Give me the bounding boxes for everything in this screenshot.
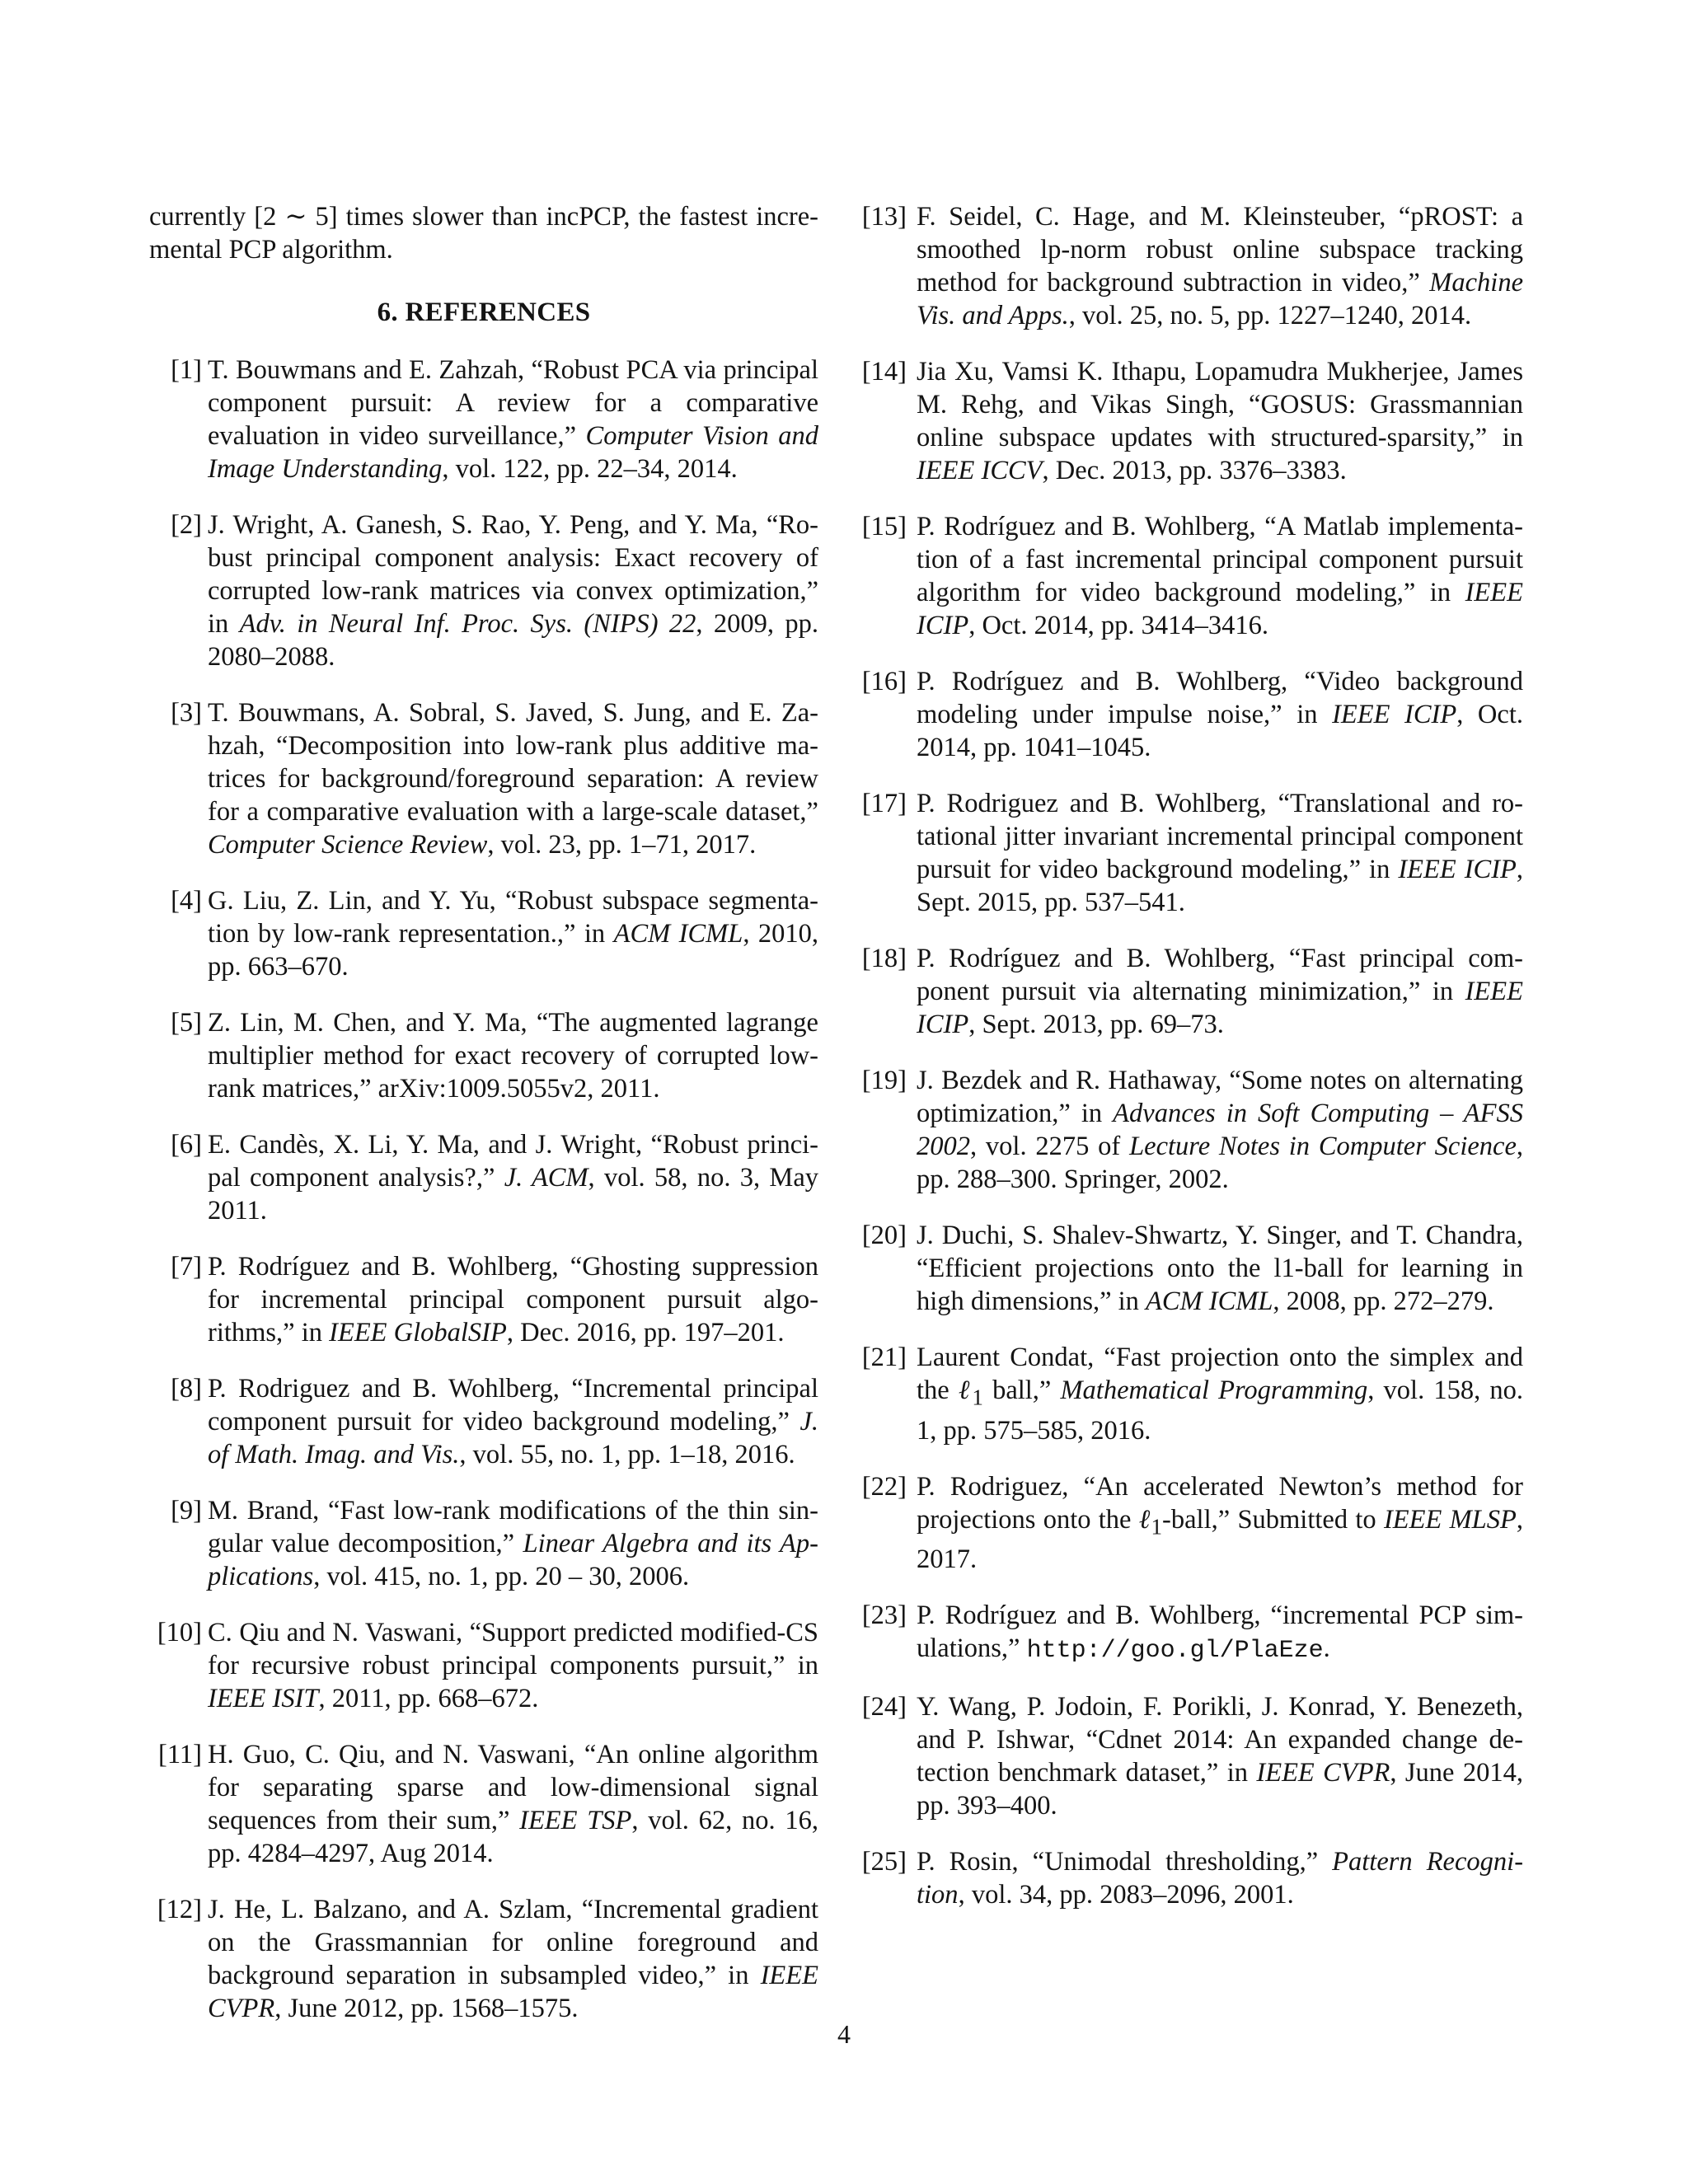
reference-item <box>857 1064 1523 1196</box>
reference-item <box>149 1616 818 1715</box>
reference-item <box>857 942 1523 1041</box>
reference-number: [18] <box>861 944 907 973</box>
reference-number: [11] <box>158 1740 202 1769</box>
reference-item <box>149 354 818 485</box>
reference-item <box>149 1372 818 1471</box>
right-column <box>857 200 1523 1934</box>
reference-item <box>149 509 818 673</box>
section-heading: 6. REFERENCES <box>377 298 591 327</box>
reference-text: P. Rodríguez and B. Wohlberg, “Video background modeling under impulse noise,” in IEEE ICIP, Oct. 2014, pp. 1041–1045. <box>917 667 1523 762</box>
reference-text: P. Rodríguez and B. Wohlberg, “A Matlab implementation of a fast incremental principal component pursuit algorithm for video background modeling,” in IEEE ICIP, Oct. 2014, pp. 3414–3416. <box>917 512 1523 640</box>
reference-item <box>149 1738 818 1870</box>
reference-number: [17] <box>861 789 907 818</box>
reference-item <box>857 1599 1523 1667</box>
reference-item <box>149 884 818 983</box>
reference-number: [25] <box>861 1847 907 1877</box>
reference-item <box>857 1690 1523 1822</box>
reference-item <box>149 1128 818 1227</box>
reference-text: T. Bouwmans and E. Zahzah, “Robust PCA via principal component pursuit: A review for a comparative evaluation in video surveillance,” Computer Vision and Image Understanding, vol. 122, pp. 22–34, 2014. <box>208 355 818 484</box>
reference-number: [10] <box>157 1618 202 1647</box>
reference-text: T. Bouwmans, A. Sobral, S. Javed, S. Jung, and E. Zahzah, “Decomposition into low-rank plus additive matrices for background/foreground separation: A review for a comparative evaluation with a large-scale dataset,” Computer Science Review, vol. 23, pp. 1–71, 2017. <box>208 698 818 860</box>
reference-item <box>857 1341 1523 1447</box>
reference-item <box>857 510 1523 642</box>
reference-text: P. Rosin, “Unimodal thresholding,” Pattern Recognition, vol. 34, pp. 2083–2096, 2001. <box>917 1847 1524 1910</box>
reference-item <box>149 696 818 861</box>
reference-text: Y. Wang, P. Jodoin, F. Porikli, J. Konrad, Y. Benezeth, and P. Ishwar, “Cdnet 2014: An expanded change detection benchmark dataset,” in IEEE CVPR, June 2014, pp. 393–400. <box>917 1692 1523 1821</box>
reference-item <box>857 200 1523 332</box>
reference-number: [16] <box>861 667 907 696</box>
reference-number: [13] <box>861 202 907 232</box>
reference-number: [4] <box>171 886 202 916</box>
reference-text: E. Candès, X. Li, Y. Ma, and J. Wright, “Robust principal component analysis?,” J. ACM, vol. 58, no. 3, May 2011. <box>208 1130 818 1226</box>
reference-item <box>149 1893 818 2025</box>
reference-text: J. Bezdek and R. Hathaway, “Some notes on alternating optimization,” in Advances in Soft Computing – AFSS 2002, vol. 2275 of Lecture Notes in Computer Science, pp. 288–300. Springer, 2002. <box>917 1066 1523 1194</box>
reference-item <box>857 1219 1523 1318</box>
reference-number: [12] <box>157 1895 202 1924</box>
reference-item <box>857 787 1523 919</box>
reference-number: [8] <box>171 1374 202 1404</box>
reference-item <box>857 1470 1523 1577</box>
reference-number: [23] <box>861 1601 907 1630</box>
reference-text: M. Brand, “Fast low-rank modifications of the thin singular value decomposition,” Linear Algebra and its Applications, vol. 415, no. 1, pp. 20 – 30, 2006. <box>208 1496 818 1591</box>
reference-text: P. Rodríguez and B. Wohlberg, “Ghosting suppression for incremental principal component pursuit algorithms,” in IEEE GlobalSIP, Dec. 2016, pp. 197–201. <box>208 1252 818 1347</box>
reference-list-left <box>149 354 818 2025</box>
reference-text: P. Rodriguez and B. Wohlberg, “Incremental principal component pursuit for video background modeling,” J. of Math. Imag. and Vis., vol. 55, no. 1, pp. 1–18, 2016. <box>208 1374 818 1469</box>
reference-number: [15] <box>861 512 907 541</box>
reference-item <box>857 355 1523 487</box>
intro-paragraph: currently [2 ∼ 5] times slower than incPCP, the fastest incremental PCP algorithm. <box>149 202 818 265</box>
page-number: 4 <box>837 2019 851 2049</box>
reference-number: [22] <box>861 1471 907 1502</box>
reference-text: C. Qiu and N. Vaswani, “Support predicted modified-CS for recursive robust principal components pursuit,” in IEEE ISIT, 2011, pp. 668–672. <box>208 1618 818 1713</box>
reference-text: G. Liu, Z. Lin, and Y. Yu, “Robust subspace segmentation by low-rank representation.,” in ACM ICML, 2010, pp. 663–670. <box>208 886 819 982</box>
reference-number: [21] <box>861 1343 907 1372</box>
reference-item <box>149 1494 818 1593</box>
reference-number: [6] <box>171 1130 202 1160</box>
reference-text: Jia Xu, Vamsi K. Ithapu, Lopamudra Mukherjee, James M. Rehg, and Vikas Singh, “GOSUS: Grassmannian online subspace updates with structured-sparsity,” in IEEE ICCV, Dec. 2013, pp. 3376–3383. <box>917 357 1523 485</box>
reference-list-right <box>857 200 1523 1911</box>
reference-number: [5] <box>171 1008 202 1038</box>
reference-text: Z. Lin, M. Chen, and Y. Ma, “The augmented lagrange multiplier method for exact recovery of corrupted low-rank matrices,” arXiv:1009.5055v2, 2011. <box>208 1008 818 1104</box>
left-column <box>149 200 818 2048</box>
reference-text: P. Rodríguez and B. Wohlberg, “Fast principal component pursuit via alternating minimization,” in IEEE ICIP, Sept. 2013, pp. 69–73. <box>917 944 1523 1039</box>
reference-number: [24] <box>861 1692 907 1722</box>
reference-number: [7] <box>171 1252 202 1282</box>
reference-number: [2] <box>171 510 202 540</box>
reference-number: [14] <box>861 357 907 387</box>
reference-text: Laurent Condat, “Fast projection onto the simplex and the ℓ$_1$ ball,” Mathematical Programming, vol. 158, no. 1, pp. 575–585, 2016. <box>917 1343 1523 1446</box>
reference-text: H. Guo, C. Qiu, and N. Vaswani, “An online algorithm for separating sparse and low-dimensional signal sequences from their sum,” IEEE TSP, vol. 62, no. 16, pp. 4284–4297, Aug 2014. <box>208 1740 818 1868</box>
reference-text: P. Rodríguez and B. Wohlberg, “incremental PCP simulations,” http://goo.gl/PlaEze. <box>917 1601 1523 1665</box>
reference-text: P. Rodriguez, “An accelerated Newton’s method for projections onto the ℓ$_1$-ball,” Submitted to IEEE MLSP, 2017. <box>917 1471 1523 1574</box>
reference-text: F. Seidel, C. Hage, and M. Kleinsteuber, “pROST: a smoothed lp-norm robust online subspace tracking method for background subtraction in video,” Machine Vis. and Apps., vol. 25, no. 5, pp. 1227–1240, 2014. <box>917 202 1523 330</box>
reference-text: P. Rodriguez and B. Wohlberg, “Translational and rotational jitter invariant incremental principal component pursuit for video background modeling,” in IEEE ICIP, Sept. 2015, pp. 537–541. <box>917 789 1523 917</box>
reference-item <box>149 1006 818 1105</box>
reference-item <box>857 665 1523 764</box>
reference-text: J. Duchi, S. Shalev-Shwartz, Y. Singer, and T. Chandra, “Efficient projections onto the l1-ball for learning in high dimensions,” in ACM ICML, 2008, pp. 272–279. <box>917 1221 1523 1316</box>
reference-text: J. Wright, A. Ganesh, S. Rao, Y. Peng, and Y. Ma, “Robust principal component analysis: Exact recovery of corrupted low-rank matrices via convex optimization,” in Adv. in Neural Inf. Proc. Sys. (NIPS) 22, 2009, pp. 2080–2088. <box>208 510 818 672</box>
reference-item <box>857 1845 1523 1911</box>
reference-number: [19] <box>861 1066 907 1095</box>
reference-item <box>149 1250 818 1349</box>
reference-number: [9] <box>171 1496 202 1526</box>
reference-text: J. He, L. Balzano, and A. Szlam, “Incremental gradient on the Grassmannian for online foreground and background separation in subsampled video,” in IEEE CVPR, June 2012, pp. 1568–1575. <box>208 1895 818 2023</box>
reference-number: [3] <box>171 698 202 728</box>
reference-number: [1] <box>171 355 202 385</box>
reference-number: [20] <box>861 1221 907 1250</box>
